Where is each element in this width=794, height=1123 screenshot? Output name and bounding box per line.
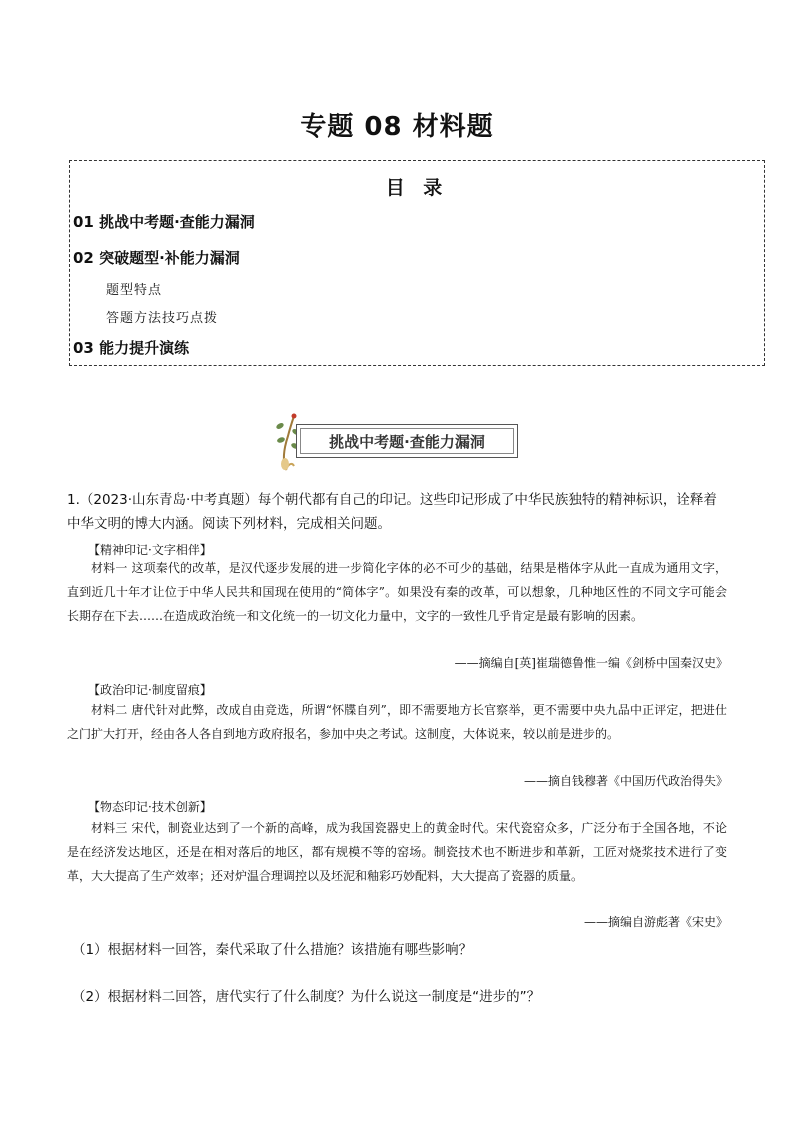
toc-subitem-methods[interactable]: 答题方法技巧点拨 — [106, 311, 219, 326]
toc-item-01[interactable]: 01 挑战中考题·查能力漏洞 — [73, 213, 255, 231]
banner-frame — [296, 424, 518, 458]
sub-question-1: （1）根据材料一回答，秦代采取了什么措施？该措施有哪些影响？ — [72, 942, 473, 958]
section-tag-1: 【精神印记·文字相伴】 — [88, 543, 212, 557]
table-of-contents — [69, 160, 765, 366]
toc-subitem-features[interactable]: 题型特点 — [106, 283, 163, 298]
source-3: ——摘编自游彪著《宋史》 — [583, 915, 728, 929]
section-banner — [268, 412, 520, 470]
page-title: 专题 08 材料题 — [300, 112, 494, 142]
toc-heading: 目 录 — [385, 177, 449, 199]
banner-label: 挑战中考题·查能力漏洞 — [329, 433, 485, 451]
sub-question-2: （2）根据材料二回答，唐代实行了什么制度？为什么说这一制度是“进步的”？ — [72, 989, 541, 1005]
material-1: 材料一 这项秦代的改革，是汉代逐步发展的进一步简化字体的必不可少的基础，结果是楷体字从此一直成为通用文字，直到近几十年才让位于中华人民共和国现在使用的“简体字”。如果没有秦的改革，可以想象，几种地区性的不同文字可能会长期存在下去……在造成政治统一和文化统一的一切文化力量中，文字的一致性几乎肯定是最有影响的因素。 — [67, 561, 727, 623]
material-2: 材料二 唐代针对此弊，改成自由竞选，所谓“怀牒自列”，即不需要地方长官察举，更不需要中央九品中正评定，把进仕之门扩大打开，经由各人各自到地方政府报名，参加中央之考试。这制度，大体说来，较以前是进步的。 — [67, 703, 727, 741]
material-3: 材料三 宋代，制瓷业达到了一个新的高峰，成为我国瓷器史上的黄金时代。宋代瓷窑众多，广泛分布于全国各地，不论是在经济发达地区，还是在相对落后的地区，都有规模不等的窑场。制瓷技术也不断进步和革新，工匠对烧浆技术进行了变革，大大提高了生产效率；还对炉温合理调控以及坯泥和釉彩巧妙配料，大大提高了瓷器的质量。 — [67, 821, 727, 883]
question-intro: 1.（2023·山东青岛·中考真题）每个朝代都有自己的印记。这些印记形成了中华民族独特的精神标识，诠释着中华文明的博大内涵。阅读下列材料，完成相关问题。 — [67, 492, 717, 532]
section-tag-3: 【物态印记·技术创新】 — [88, 800, 212, 814]
toc-item-03[interactable]: 03 能力提升演练 — [73, 339, 190, 357]
section-tag-2: 【政治印记·制度留痕】 — [88, 683, 212, 697]
toc-item-02[interactable]: 02 突破题型·补能力漏洞 — [73, 249, 240, 267]
source-2: ——摘自钱穆著《中国历代政治得失》 — [523, 774, 728, 788]
source-1: ——摘编自[英]崔瑞德鲁惟一编《剑桥中国秦汉史》 — [454, 656, 728, 670]
